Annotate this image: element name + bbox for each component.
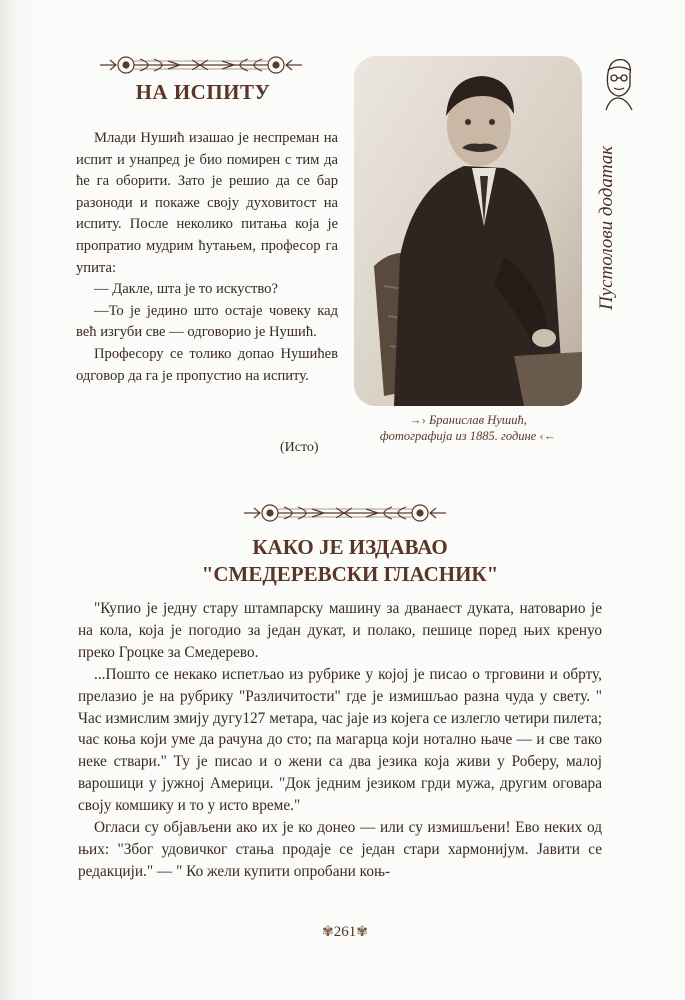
arrow-right-icon: →› [409, 413, 426, 427]
caption-date: фотографија из 1885. године [379, 429, 537, 443]
portrait-sketch-icon [600, 56, 636, 116]
section-title-gazette [140, 534, 560, 588]
source-note: (Исто) [280, 440, 319, 455]
title-line: "СМЕДЕРЕВСКИ ГЛАСНИК" [201, 562, 499, 586]
dialogue-line: — Дакле, шта је то искуство? [94, 281, 278, 298]
side-title-text: Пустолови додатак [596, 145, 617, 310]
paragraph: ...Пошто се некако испетљао из рубрике у којој је писао о трговини и обрту, прелазио је на рубрику "Различитости" где је измишљао разна чуда у свету. " Час измислим змију дугу127 метара, час јаје из којега се излегло четири пилета; час коња који уме да рачуна до сто; па магарца који нотално њаче — и све тако неке ствари." Ту је писао и о жени са два језика која живи у Роберу, малој варошици у јужној Америци. "Док једним језиком грди мужа, другим оговара своју комшику и то у исто време." [78, 665, 602, 815]
ornament-divider-middle [240, 500, 450, 526]
ornament-divider-top [96, 52, 306, 78]
exam-story-text [76, 128, 338, 387]
gazette-story-text [78, 598, 602, 883]
photo-caption [352, 412, 584, 444]
paragraph: Млади Нушић изашао је неспреман на испит и унапред је био помирен с тим да ће га оборити. Зато је решио да се бар разоноди и покаже своју духовитост на испиту. После неколико питања која је пропратио мудрим ћутањем, професор га упита: [76, 130, 338, 276]
caption-name: Бранислав Нушић, [428, 413, 527, 427]
paragraph: Професору се толико допао Нушићев одговор да га је пропустио на испиту. [76, 345, 338, 384]
floral-icon: ✾ [356, 925, 368, 940]
dialogue-line: —То је једино што остаје човеку кад већ изгуби све — одговорио је Нушић. [76, 302, 338, 341]
floral-icon: ✾ [322, 925, 334, 940]
portrait-photo [354, 56, 582, 406]
arrow-left-icon: ‹← [539, 429, 557, 443]
paragraph: Огласи су објављени ако их је ко донео — или су измишљени! Ево неких од њих: "Због удовичког стања продаје се један стари хармонијум. Јавити се редакцији." — " Ко жели купити опробани коњ- [78, 819, 602, 880]
page-number [300, 924, 390, 941]
page-number-value: 261 [333, 924, 357, 940]
vertical-section-title [592, 120, 632, 310]
title-line: КАКО ЈЕ ИЗДАВАО [252, 535, 448, 559]
section-title-exam: НА ИСПИТУ [135, 80, 271, 104]
paragraph: "Купио је једну стару штампарску машину за дванаест дуката, натоварио је на кола, која је погодио за један дукат, и полако, пешице поред њих кренуо преко Гроцке за Смедерево. [78, 600, 602, 661]
